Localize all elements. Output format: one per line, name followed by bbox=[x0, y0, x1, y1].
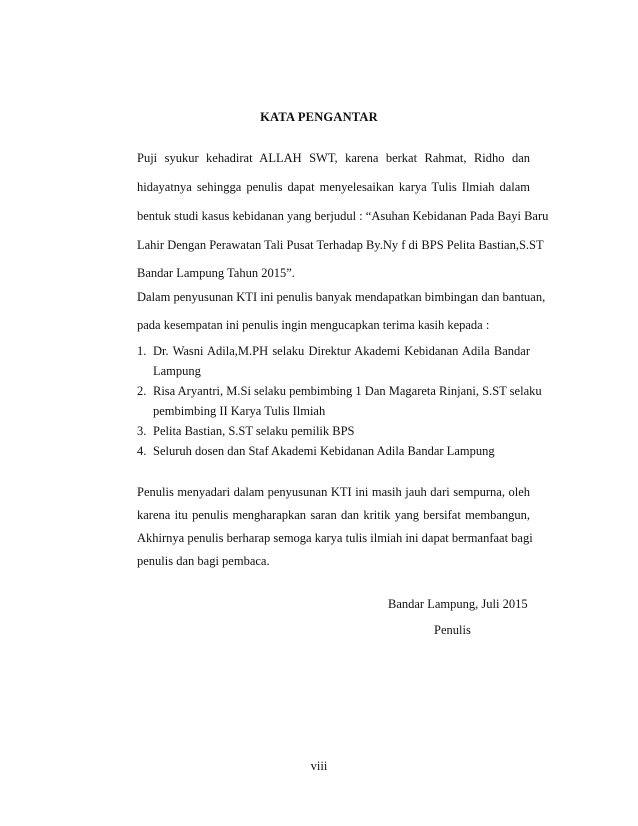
intro-line-5 bbox=[137, 266, 530, 281]
list-number-2: 2. bbox=[137, 384, 147, 398]
para2-line-2: pada kesempatan ini penulis ingin mengucapkan terima kasih kepada : bbox=[137, 318, 490, 332]
list-number-4: 4. bbox=[137, 444, 147, 458]
intro-line-4: Lahir Dengan Perawatan Tali Pusat Terhadap By.Ny f di BPS Pelita Bastian,S.ST bbox=[137, 238, 544, 252]
intro-line-2: hidayatnya sehingga penulis dapat menyelesaikan karya Tulis Ilmiah dalam bbox=[137, 180, 530, 194]
list-number-3: 3. bbox=[137, 424, 147, 438]
closing-line-2: karena itu penulis mengharapkan saran dan kritik yang bersifat membangun, bbox=[137, 508, 530, 522]
list-item-1-line-1: Dr. Wasni Adila,M.PH selaku Direktur Akademi Kebidanan Adila Bandar bbox=[153, 344, 530, 358]
closing-line-1: Penulis menyadari dalam penyusunan KTI ini masih jauh dari sempurna, oleh bbox=[137, 485, 530, 499]
author-label: Penulis bbox=[434, 623, 471, 637]
place-date: Bandar Lampung, Juli 2015 bbox=[388, 597, 528, 611]
intro-line-1: Puji syukur kehadirat ALLAH SWT, karena berkat Rahmat, Ridho dan bbox=[137, 151, 530, 165]
page-number: viii bbox=[310, 759, 328, 773]
list-item-3-line-1: Pelita Bastian, S.ST selaku pemilik BPS bbox=[153, 424, 355, 438]
closing-line-3: Akhirnya penulis berharap semoga karya tulis ilmiah ini dapat bermanfaat bagi bbox=[137, 531, 533, 545]
closing-line-4: penulis dan bagi pembaca. bbox=[137, 554, 270, 568]
list-item-1-line-2: Lampung bbox=[153, 364, 201, 378]
intro-line-5-text: Bandar Lampung Tahun 2015”. bbox=[137, 266, 295, 280]
list-item-4-line-1: Seluruh dosen dan Staf Akademi Kebidanan Adila Bandar Lampung bbox=[153, 444, 495, 458]
list-item-2-line-1: Risa Aryantri, M.Si selaku pembimbing 1 Dan Magareta Rinjani, S.ST selaku bbox=[153, 384, 542, 398]
list-number-1: 1. bbox=[137, 344, 147, 358]
page-title: KATA PENGANTAR bbox=[260, 110, 378, 124]
list-item-2-line-2: pembimbing II Karya Tulis Ilmiah bbox=[153, 404, 326, 418]
intro-line-3: bentuk studi kasus kebidanan yang berjudul : “Asuhan Kebidanan Pada Bayi Baru bbox=[137, 209, 549, 223]
para2-line-1: Dalam penyusunan KTI ini penulis banyak mendapatkan bimbingan dan bantuan, bbox=[137, 290, 546, 304]
